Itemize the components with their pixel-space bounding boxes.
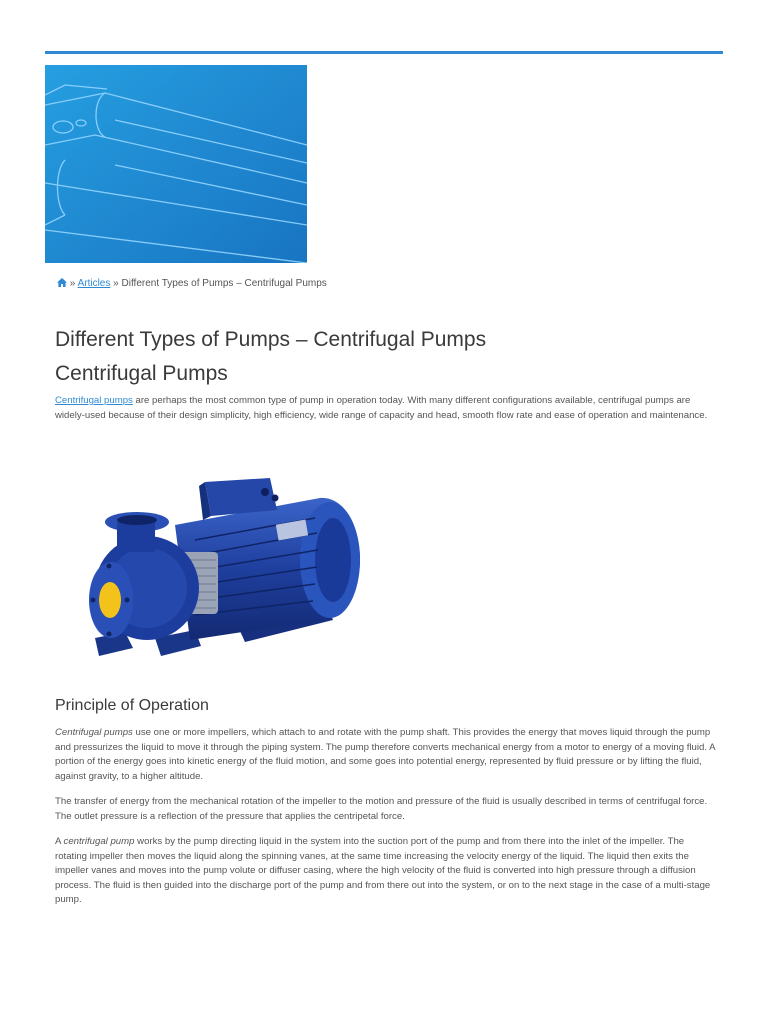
emphasis-centrifugal-pumps: Centrifugal pumps [55,727,133,738]
breadcrumb [57,278,327,289]
principle-heading: Principle of Operation [55,697,209,714]
intro-paragraph [55,394,715,423]
principle-paragraph-1 [55,726,715,784]
breadcrumb-separator: » [69,278,76,289]
principle-text-3-prefix: A [55,836,64,847]
breadcrumb-articles-link[interactable]: Articles [77,278,111,289]
emphasis-centrifugal-pump: centrifugal pump [63,836,135,847]
intro-text: are perhaps the most common type of pump in operation today. With many different configurations available, centrifugal pumps are widely-used because of their design simplicity, high efficiency, wide range of capacity and head, smooth flow rate and ease of operation and maintenance. [55,395,708,421]
principle-text-1: use one or more impellers, which attach to and rotate with the pump shaft. This provides the energy that moves liquid through the pump and pressurizes the liquid to move it through the piping system. The pump therefore converts mechanical energy from a motor to energy of a moving fluid. A portion of the energy goes into kinetic energy of the fluid motion, and some goes into potential energy, represented by fluid pressure or by lifting the fluid, against gravity, to a higher altitude. [55,727,716,782]
header-divider [45,51,723,54]
hero-banner-image [45,65,307,263]
breadcrumb-current: Different Types of Pumps – Centrifugal Pumps [121,278,327,289]
home-icon[interactable] [57,278,67,287]
principle-paragraph-3 [55,835,715,908]
principle-text-3: works by the pump directing liquid in the system into the suction port of the pump and from there into the inlet of the impeller. The rotating impeller then moves the liquid along the spinning vanes, at the same time increasing the velocity energy of the liquid. The liquid then exits the impeller vanes and moves into the pump volute or diffuser casing, where the high velocity of the fluid is converted into high pressure through a diffusion process. The fluid is then guided into the discharge port of the pump and from there out into the system, or on to the next stage in the case of a multi-stage pump. [55,836,711,906]
principle-paragraph-2: The transfer of energy from the mechanical rotation of the impeller to the motion and pressure of the fluid is usually described in terms of centrifugal force. The outlet pressure is a reflection of the pressure that applies the centripetal force. [55,796,708,822]
centrifugal-pumps-link[interactable]: Centrifugal pumps [55,395,133,406]
centrifugal-pump-image [85,470,365,680]
breadcrumb-separator: » [113,278,119,289]
page-title: Different Types of Pumps – Centrifugal Pumps [55,328,487,351]
section-title: Centrifugal Pumps [55,362,228,385]
